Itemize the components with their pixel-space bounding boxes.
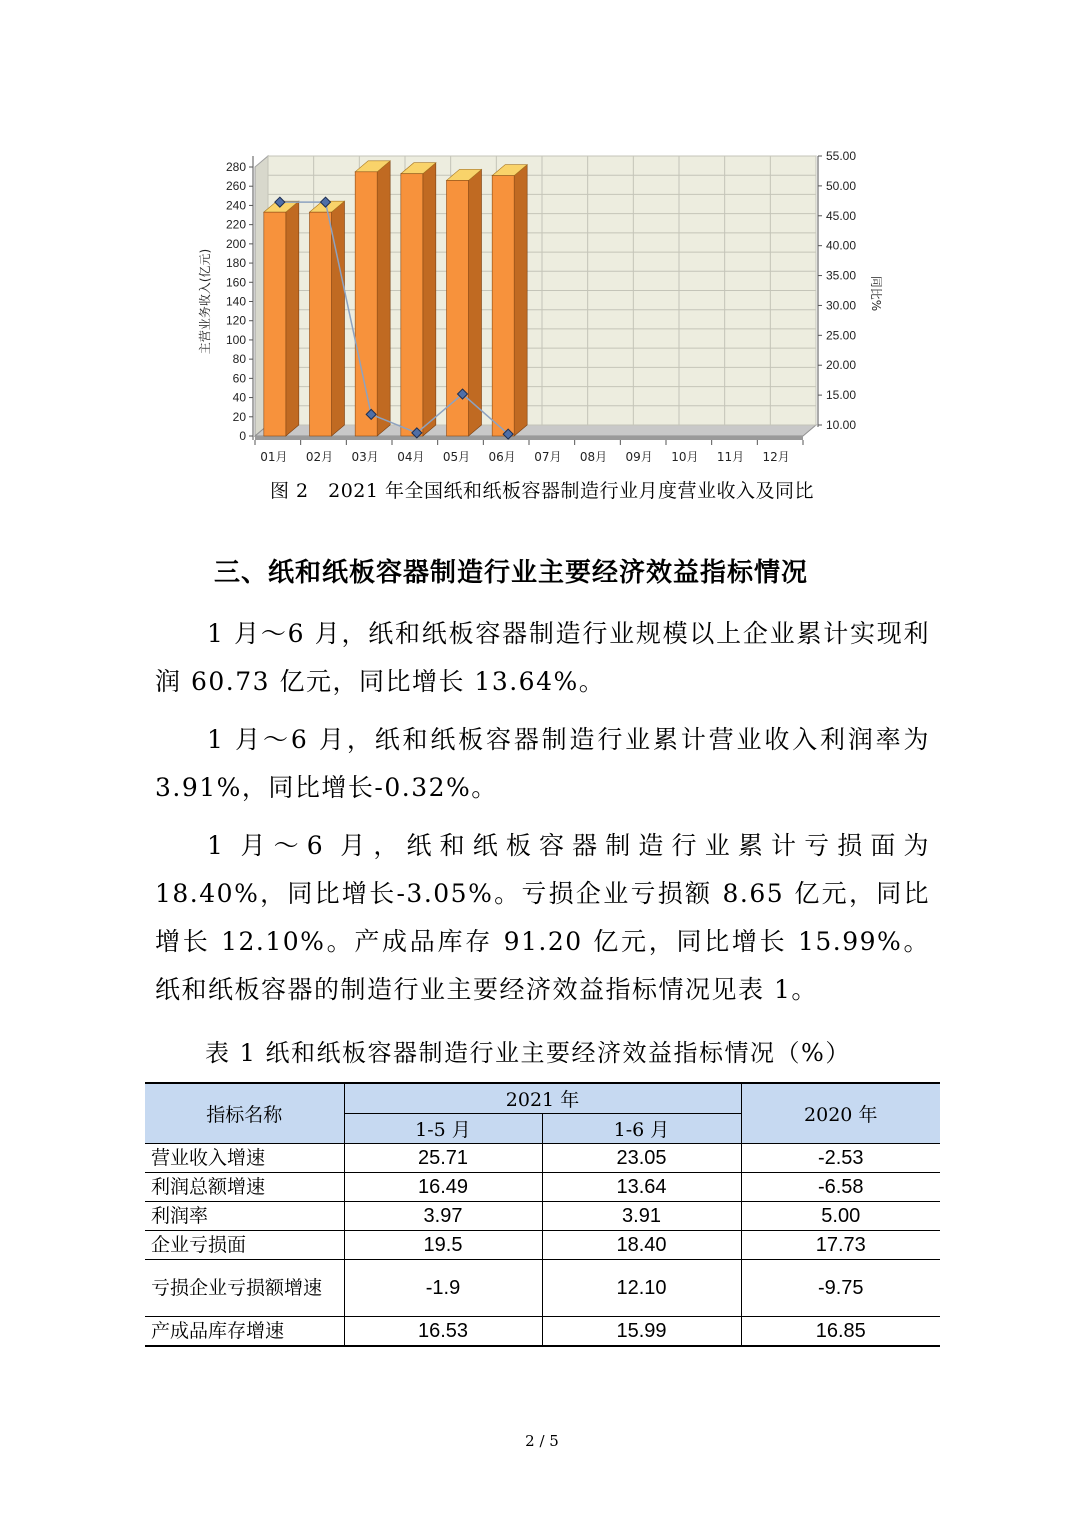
cell-2020: 16.85 xyxy=(741,1317,940,1347)
right-axis-title: 同比% xyxy=(869,275,883,312)
x-tick-label: 05月 xyxy=(442,450,471,464)
bar-side xyxy=(377,161,390,436)
left-tick-label: 100 xyxy=(225,332,246,347)
x-tick-label: 09月 xyxy=(625,450,653,464)
table-row xyxy=(145,1317,940,1347)
x-tick-label: 10月 xyxy=(671,450,699,464)
left-tick-label: 120 xyxy=(225,313,246,328)
cell-2020: -6.58 xyxy=(741,1173,940,1202)
bar-side xyxy=(286,201,299,436)
left-tick-label: 260 xyxy=(225,179,246,194)
right-tick-label: 50.00 xyxy=(826,178,857,193)
x-tick-label: 12月 xyxy=(762,450,790,464)
table-row xyxy=(145,1260,940,1317)
bar xyxy=(264,212,286,436)
table-row xyxy=(145,1173,940,1202)
cell-jan-may: 19.5 xyxy=(344,1231,542,1260)
left-tick-label: 80 xyxy=(232,352,246,367)
figure-caption: 图 2 2021 年全国纸和纸板容器制造行业月度营业收入及同比 xyxy=(269,480,815,502)
cell-jan-jun: 13.64 xyxy=(542,1173,741,1202)
cell-2020: -2.53 xyxy=(741,1144,940,1173)
bar-side xyxy=(514,165,527,436)
table-caption: 表 1 纸和纸板容器制造行业主要经济效益指标情况（%） xyxy=(205,1039,851,1067)
row-label: 利润总额增速 xyxy=(145,1173,344,1202)
row-label: 利润率 xyxy=(145,1202,344,1231)
cell-2020: 17.73 xyxy=(741,1231,940,1260)
header-2020: 2020 年 xyxy=(741,1083,940,1144)
table-row xyxy=(145,1231,940,1260)
right-tick-label: 35.00 xyxy=(826,268,857,283)
left-tick-label: 60 xyxy=(232,371,246,386)
x-tick-label: 08月 xyxy=(579,450,608,464)
row-label: 营业收入增速 xyxy=(145,1144,344,1173)
bar xyxy=(310,212,332,436)
right-tick-label: 40.00 xyxy=(826,238,857,253)
right-tick-label: 15.00 xyxy=(826,388,857,403)
cell-jan-may: 25.71 xyxy=(344,1144,542,1173)
x-tick-label: 02月 xyxy=(305,450,334,464)
left-tick-label: 220 xyxy=(225,217,246,232)
left-tick-label: 140 xyxy=(225,294,246,309)
x-tick-label: 11月 xyxy=(716,450,745,464)
cell-jan-may: -1.9 xyxy=(344,1260,542,1317)
header-jan-may: 1-5 月 xyxy=(344,1114,542,1144)
revenue-chart xyxy=(195,145,895,475)
table-row xyxy=(145,1144,940,1173)
cell-jan-jun: 3.91 xyxy=(542,1202,741,1231)
left-axis-title: 主营业务收入(亿元) xyxy=(198,248,212,355)
bar-side xyxy=(469,169,482,436)
row-label: 产成品库存增速 xyxy=(145,1317,344,1347)
cell-jan-may: 16.49 xyxy=(344,1173,542,1202)
left-tick-label: 200 xyxy=(225,236,246,251)
left-tick-label: 160 xyxy=(225,275,246,290)
right-tick-label: 10.00 xyxy=(826,418,857,432)
row-label: 亏损企业亏损额增速 xyxy=(145,1260,344,1317)
cell-2020: -9.75 xyxy=(741,1260,940,1317)
bar xyxy=(492,176,514,436)
paragraph-profit-rate: 1 月～6 月，纸和纸板容器制造行业累计营业收入利润率为 3.91%，同比增长-0.32%。 xyxy=(155,725,930,802)
bar-side xyxy=(423,163,436,436)
header-jan-jun: 1-6 月 xyxy=(542,1114,741,1144)
x-tick-label: 06月 xyxy=(488,450,516,464)
plot-floor-edge xyxy=(255,436,803,440)
chart-svg xyxy=(195,145,895,475)
right-tick-label: 45.00 xyxy=(826,208,857,223)
bar xyxy=(401,174,423,436)
header-indicator-name: 指标名称 xyxy=(145,1083,344,1144)
section-heading: 三、纸和纸板容器制造行业主要经济效益指标情况 xyxy=(214,558,809,588)
left-tick-label: 280 xyxy=(225,160,246,174)
bar xyxy=(355,172,377,436)
right-tick-label: 20.00 xyxy=(826,358,857,373)
left-tick-label: 0 xyxy=(239,429,246,443)
x-tick-label: 01月 xyxy=(260,450,288,464)
cell-jan-jun: 23.05 xyxy=(542,1144,741,1173)
cell-jan-jun: 12.10 xyxy=(542,1260,741,1317)
left-tick-label: 240 xyxy=(225,198,246,213)
page-number: 2 / 5 xyxy=(525,1432,559,1450)
left-tick-label: 20 xyxy=(232,409,246,424)
row-label: 企业亏损面 xyxy=(145,1231,344,1260)
table-row xyxy=(145,1202,940,1231)
indicator-table xyxy=(145,1082,940,1347)
cell-jan-may: 16.53 xyxy=(344,1317,542,1347)
x-tick-label: 07月 xyxy=(534,450,562,464)
right-tick-label: 55.00 xyxy=(826,149,857,163)
cell-jan-jun: 18.40 xyxy=(542,1231,741,1260)
header-2021: 2021 年 xyxy=(344,1083,741,1114)
cell-jan-jun: 15.99 xyxy=(542,1317,741,1347)
x-tick-label: 04月 xyxy=(397,450,425,464)
x-tick-label: 03月 xyxy=(351,450,379,464)
cell-2020: 5.00 xyxy=(741,1202,940,1231)
left-tick-label: 40 xyxy=(232,390,246,405)
left-tick-label: 180 xyxy=(225,256,246,271)
cell-jan-may: 3.97 xyxy=(344,1202,542,1231)
paragraph-loss: 1 月～6 月，纸和纸板容器制造行业累计亏损面为 18.40%，同比增长-3.05%。亏损企业亏损额 8.65 亿元，同比增长 12.10%。产成品库存 91.20 亿元，同比增长 15.99%。纸和纸板容器的制造行业主要经济效益指标情况见表 1。 xyxy=(155,831,930,1004)
right-tick-label: 30.00 xyxy=(826,298,857,313)
right-tick-label: 25.00 xyxy=(826,328,857,343)
paragraph-profit: 1 月～6 月，纸和纸板容器制造行业规模以上企业累计实现利润 60.73 亿元，同比增长 13.64%。 xyxy=(155,619,930,696)
